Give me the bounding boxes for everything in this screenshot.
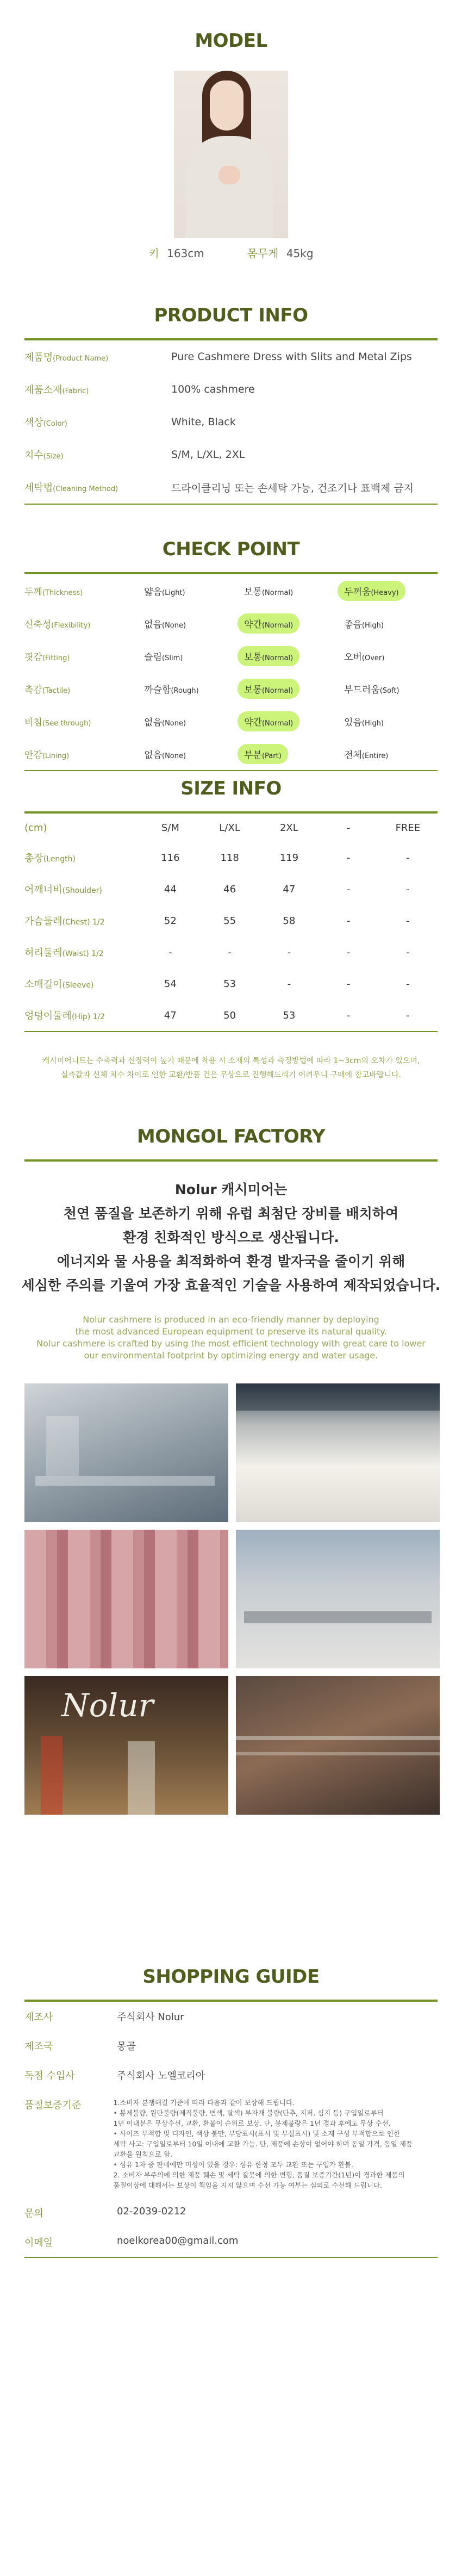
product-info-key-en: (Fabric): [62, 387, 89, 395]
size-value: -: [346, 883, 351, 895]
factory-title: MONGOL FACTORY: [136, 1126, 326, 1147]
check-point-key: 핏감(Fitting): [24, 651, 70, 663]
check-point-option: [338, 679, 438, 699]
option-en: (Soft): [379, 686, 399, 695]
size-value: 58: [283, 915, 296, 927]
factory-section: [0, 1126, 462, 1966]
size-key: 가슴둘레(Chest) 1/2: [24, 916, 105, 927]
size-value: -: [406, 883, 410, 895]
option-pill: 얇음(Light): [144, 586, 185, 598]
shopping-guide-title: SHOPPING GUIDE: [142, 1966, 320, 1988]
factory-headline: [0, 1178, 462, 1298]
check-point-row: [0, 607, 462, 640]
size-info-section: [0, 756, 462, 1126]
option-en: (None): [162, 752, 186, 760]
english-line: Nolur cashmere is produced in an eco-friendly manner by deploying: [83, 1314, 379, 1325]
check-point-option: [338, 581, 438, 601]
size-value: -: [346, 978, 351, 990]
size-value: -: [228, 946, 232, 958]
option-en: (Rough): [171, 686, 199, 695]
size-key: 소매길이(Sleeve): [24, 979, 94, 990]
size-note-line: 캐시미어니트는 수축력과 신장력이 높기 때문에 착용 시 소재의 특성과 측정방법에 따라 1~3cm의 오차가 있으며,: [42, 1057, 420, 1065]
product-info-value: Pure Cashmere Dress with Slits and Metal Zips: [171, 351, 412, 363]
product-info-key-en: (Color): [43, 420, 67, 428]
warranty-line: 1년 이내분은 무상수선, 교환, 환불이 순위로 보상. 단, 봉제불량은 1년 경과 후에도 무상 수선.: [113, 2119, 391, 2127]
check-point-option: [138, 581, 238, 601]
contact-value: noelkorea00@gmail.com: [117, 2235, 239, 2246]
product-info-key-en: (Product Name): [53, 355, 109, 363]
check-point-option: [138, 613, 238, 634]
product-info-value: 100% cashmere: [171, 383, 255, 395]
divider: [24, 2257, 438, 2258]
size-key-en: (Sleeve): [62, 981, 94, 990]
english-line: our environmental footprint by optimizing energy and water usage.: [84, 1350, 378, 1361]
size-value: 52: [164, 915, 177, 927]
size-value: 54: [164, 978, 177, 990]
shopping-guide-row: [0, 2031, 462, 2060]
warranty-line: 교환을 원칙으로 함.: [113, 2150, 173, 2158]
product-info-row: [0, 373, 462, 406]
check-point-option: [138, 679, 238, 699]
check-point-key-en: (Lining): [42, 752, 70, 760]
option-en: (Light): [162, 588, 185, 597]
weight-value: 45kg: [286, 247, 314, 260]
size-table: [0, 814, 462, 1031]
headline-line: 세심한 주의를 기울여 가장 효율적인 기술을 사용하여 제작되었습니다.: [21, 1277, 441, 1293]
product-info-value: 드라이클리닝 또는 손세탁 가능, 건조기나 표백제 금지: [171, 482, 414, 494]
size-column-header: FREE: [395, 822, 421, 834]
shopping-guide-key: 제조국: [24, 2041, 53, 2052]
size-value: 46: [223, 883, 236, 895]
warranty-notes: [114, 2097, 438, 2190]
size-value: -: [346, 1009, 351, 1021]
check-point-option: [338, 646, 438, 666]
option-en: (Entire): [361, 752, 389, 760]
size-value: -: [287, 946, 291, 958]
size-value: -: [406, 946, 410, 958]
warranty-line: 품질이상에 대해서는 보상이 책임을 지지 않으며 수선 가능 여부는 심의로 수선해 드립니다.: [113, 2181, 383, 2189]
warranty-line: • 봉제불량, 원단불량(제직불량, 변색, 탈색) 부자재 불량(단추, 지퍼, 심지 등) 구입일로부터: [113, 2109, 384, 2117]
check-point-option: [138, 711, 238, 731]
check-point-key: 두께(Thickness): [24, 586, 83, 598]
option-pill: 전체(Entire): [344, 749, 389, 761]
check-point-section: [0, 517, 462, 761]
shopping-guide-key: 독점 수입사: [24, 2070, 75, 2082]
size-column-header: 2XL: [279, 822, 298, 834]
product-info-key: 세탁법(Cleaning Method): [24, 482, 118, 494]
size-value: 47: [164, 1009, 177, 1021]
option-pill: 없음(None): [144, 717, 186, 728]
height-label: 키: [148, 247, 159, 260]
check-point-option: [338, 711, 438, 731]
headline-line: 환경 친화적인 방식으로 생산됩니다.: [123, 1230, 339, 1245]
check-point-option: [238, 744, 338, 764]
option-pill: 없음(None): [144, 619, 186, 630]
option-en: (Slim): [162, 654, 183, 662]
factory-photo-sewing: [24, 1383, 228, 1522]
product-info-value: White, Black: [171, 416, 236, 428]
shopping-guide-table: [0, 2002, 462, 2090]
option-en: (Normal): [261, 654, 294, 662]
option-pill: 까슬함(Rough): [144, 684, 199, 696]
size-key: 총장(Length): [24, 853, 76, 864]
option-en: (Normal): [261, 719, 294, 728]
option-en: (None): [162, 621, 186, 630]
check-point-option: [238, 613, 338, 634]
size-value: 116: [161, 852, 180, 864]
size-row: [0, 968, 462, 1000]
weight-label: 몸무게: [247, 247, 279, 260]
option-pill: 부드러움(Soft): [344, 684, 399, 696]
check-point-key: 신축성(Flexibility): [24, 619, 91, 630]
product-info-key: 색상(Color): [24, 417, 67, 429]
check-point-option: [238, 581, 338, 601]
option-pill: 있음(High): [344, 717, 384, 728]
size-value: 50: [223, 1009, 236, 1021]
check-point-key-en: (See through): [42, 719, 91, 728]
check-point-option: [238, 679, 338, 699]
model-section: [0, 0, 462, 272]
option-pill: 없음(None): [144, 749, 186, 761]
check-point-key-en: (Tactile): [42, 686, 71, 695]
size-row: [0, 842, 462, 873]
selected-option-pill: 두꺼움(Heavy): [338, 581, 405, 601]
check-point-key-en: (Fitting): [42, 654, 70, 662]
shopping-guide-row: [0, 2002, 462, 2031]
contact-row: [0, 2227, 462, 2257]
size-unit: (cm): [24, 822, 47, 834]
size-value: 53: [283, 1009, 296, 1021]
check-point-option: [238, 711, 338, 731]
shopping-guide-section: [0, 1966, 462, 2308]
selected-option-pill: 보통(Normal): [238, 646, 299, 666]
option-en: (None): [162, 719, 186, 728]
product-info-key-en: (Size): [43, 452, 64, 461]
english-line: the most advanced European equipment to preserve its natural quality.: [75, 1326, 387, 1337]
size-value: -: [168, 946, 172, 958]
option-en: (Normal): [261, 621, 294, 630]
check-point-option: [238, 646, 338, 666]
size-value: -: [406, 915, 410, 927]
contact-row: [0, 2198, 462, 2227]
size-key-en: (Length): [43, 855, 76, 864]
selected-option-pill: 보통(Normal): [238, 679, 299, 699]
size-value: 47: [283, 883, 296, 895]
english-line: Nolur cashmere is crafted by using the most efficient technology with great care to lower: [36, 1338, 426, 1349]
size-row: [0, 936, 462, 968]
factory-photo-hand-weaving: [236, 1676, 440, 1815]
contact-value: 02-2039-0212: [117, 2206, 186, 2217]
headline-line: 에너지와 물 사용을 최적화하여 환경 발자국을 줄이기 위해: [57, 1253, 405, 1269]
shopping-guide-value: 주식회사 노엘코리아: [117, 2070, 205, 2082]
selected-option-pill: 부분(Part): [238, 744, 288, 764]
selected-option-pill: 약간(Normal): [238, 711, 299, 731]
height-value: 163cm: [167, 247, 204, 260]
check-point-key: 안감(Lining): [24, 749, 70, 761]
warranty-key: 품질보증기준: [24, 2100, 82, 2111]
divider: [24, 1159, 438, 1162]
model-stats: [0, 245, 462, 260]
option-en: (Part): [261, 752, 282, 760]
shopping-guide-row: [0, 2060, 462, 2090]
selected-option-pill: 약간(Normal): [238, 613, 299, 634]
size-column-header: -: [346, 822, 351, 834]
shopping-guide-value: 몽골: [117, 2041, 136, 2052]
check-point-key: 촉감(Tactile): [24, 684, 71, 696]
size-value: 118: [220, 852, 239, 864]
product-info-title: PRODUCT INFO: [154, 305, 308, 326]
size-note-line: 실측값과 신체 치수 차이로 인한 교환/반품 건은 무상으로 진행해드리기 어려우니 구매에 참고바랍니다.: [60, 1071, 402, 1079]
factory-photo-yarn-spools: [24, 1530, 228, 1668]
size-table-header: [0, 814, 462, 842]
factory-gallery: [0, 1383, 462, 1815]
check-point-option: [338, 744, 438, 764]
option-en: (High): [361, 719, 384, 728]
size-key: 엉덩이둘레(Hip) 1/2: [24, 1010, 105, 1022]
size-value: -: [287, 978, 291, 990]
warranty-row: [0, 2090, 462, 2198]
headline-line: 천연 품질을 보존하기 위해 유럽 최첨단 장비를 배치하여: [63, 1206, 399, 1221]
option-pill: 오버(Over): [344, 651, 385, 663]
size-value: -: [346, 915, 351, 927]
size-value: 55: [223, 915, 236, 927]
contact-key: 문의: [24, 2208, 43, 2219]
product-info-row: [0, 471, 462, 504]
warranty-line: 2. 소비자 부주의에 의한 제품 훼손 및 세탁 잘못에 의한 변형, 품질 보증기간(1년)이 경과한 제품의: [113, 2171, 405, 2179]
shopping-guide-value: 주식회사 Nolur: [117, 2012, 184, 2023]
contact-key: 이메일: [24, 2237, 53, 2249]
product-info-row: [0, 406, 462, 438]
size-key-en: (Shoulder): [62, 886, 102, 895]
warranty-line: 1.소비자 분쟁해결 기준에 따라 다음과 같이 보상해 드립니다.: [113, 2099, 295, 2107]
size-value: 119: [279, 852, 299, 864]
size-value: -: [406, 852, 410, 864]
factory-english: [0, 1314, 462, 1362]
option-en: (Normal): [261, 686, 294, 695]
size-key-en: (Waist) 1/2: [62, 949, 104, 958]
check-point-table: [0, 574, 462, 770]
size-key: 어깨너비(Shoulder): [24, 884, 102, 896]
size-value: 44: [164, 883, 177, 895]
product-info-section: [0, 272, 462, 517]
product-info-row: [0, 340, 462, 373]
size-key: 허리둘레(Waist) 1/2: [24, 947, 104, 959]
check-point-row: [0, 672, 462, 705]
size-row: [0, 905, 462, 936]
size-info-title: SIZE INFO: [180, 778, 282, 799]
store-sign: Nolur: [61, 1687, 154, 1724]
size-column-header: L/XL: [219, 822, 240, 834]
headline-line: Nolur 캐시미어는: [174, 1182, 288, 1197]
size-note: [0, 1054, 462, 1082]
option-en: (High): [361, 621, 384, 630]
check-point-key-en: (Flexibility): [51, 621, 91, 630]
check-point-option: [338, 613, 438, 634]
option-pill: 슬림(Slim): [144, 651, 183, 663]
option-pill: 좋음(High): [344, 619, 384, 630]
divider: [24, 504, 438, 505]
check-point-key-en: (Thickness): [42, 588, 83, 597]
size-row: [0, 873, 462, 905]
product-info-row: [0, 438, 462, 471]
size-column-header: S/M: [161, 822, 179, 834]
product-info-key: 치수(Size): [24, 450, 64, 461]
option-en: (Normal): [261, 588, 294, 597]
size-row: [0, 1000, 462, 1031]
check-point-title: CHECK POINT: [162, 538, 300, 560]
check-point-row: [0, 640, 462, 672]
product-info-key: 제품소재(Fabric): [24, 384, 89, 396]
shopping-guide-key: 제조사: [24, 2012, 53, 2023]
size-value: -: [406, 978, 410, 990]
product-info-value: S/M, L/XL, 2XL: [171, 449, 245, 461]
check-point-option: [138, 646, 238, 666]
warranty-line: • 사이즈 부적합 및 디자인, 색상 불만, 부당표시(표시 및 부실표시) 및 소재 구성 부적합으로 인한: [113, 2130, 401, 2138]
size-value: -: [346, 852, 351, 864]
factory-photo-knitting-machines: [236, 1530, 440, 1668]
divider: [24, 1031, 438, 1032]
size-key-en: (Chest) 1/2: [62, 918, 105, 927]
option-en: (Heavy): [371, 588, 399, 597]
size-value: -: [406, 1009, 410, 1021]
size-value: 53: [223, 978, 236, 990]
factory-photo-wool-washing: [236, 1383, 440, 1522]
model-title: MODEL: [195, 30, 267, 52]
model-photo: [174, 71, 288, 238]
option-en: (Over): [361, 654, 385, 662]
check-point-row: [0, 705, 462, 737]
check-point-option: [138, 744, 238, 764]
product-info-table: [0, 340, 462, 504]
option-pill: 보통(Normal): [244, 586, 294, 598]
warranty-line: 세탁 사고: 구입일로부터 10일 이내에 교환 가능. 단, 제품에 손상이 없어야 하며 동일 가격, 동일 제품: [113, 2140, 413, 2148]
contact-table: [0, 2198, 462, 2257]
size-value: -: [346, 946, 351, 958]
factory-photo-store: [24, 1676, 228, 1815]
check-point-key: 비침(See through): [24, 717, 91, 728]
product-info-key-en: (Cleaning Method): [53, 485, 118, 493]
product-info-key: 제품명(Product Name): [24, 352, 109, 363]
size-key-en: (Hip) 1/2: [71, 1013, 105, 1021]
check-point-row: [0, 574, 462, 607]
warranty-line: • 섬유 1차 중 판매에만 미성이 있을 경우: 섬유 한정 모두 교환 또는 구입가 환불.: [113, 2161, 353, 2169]
